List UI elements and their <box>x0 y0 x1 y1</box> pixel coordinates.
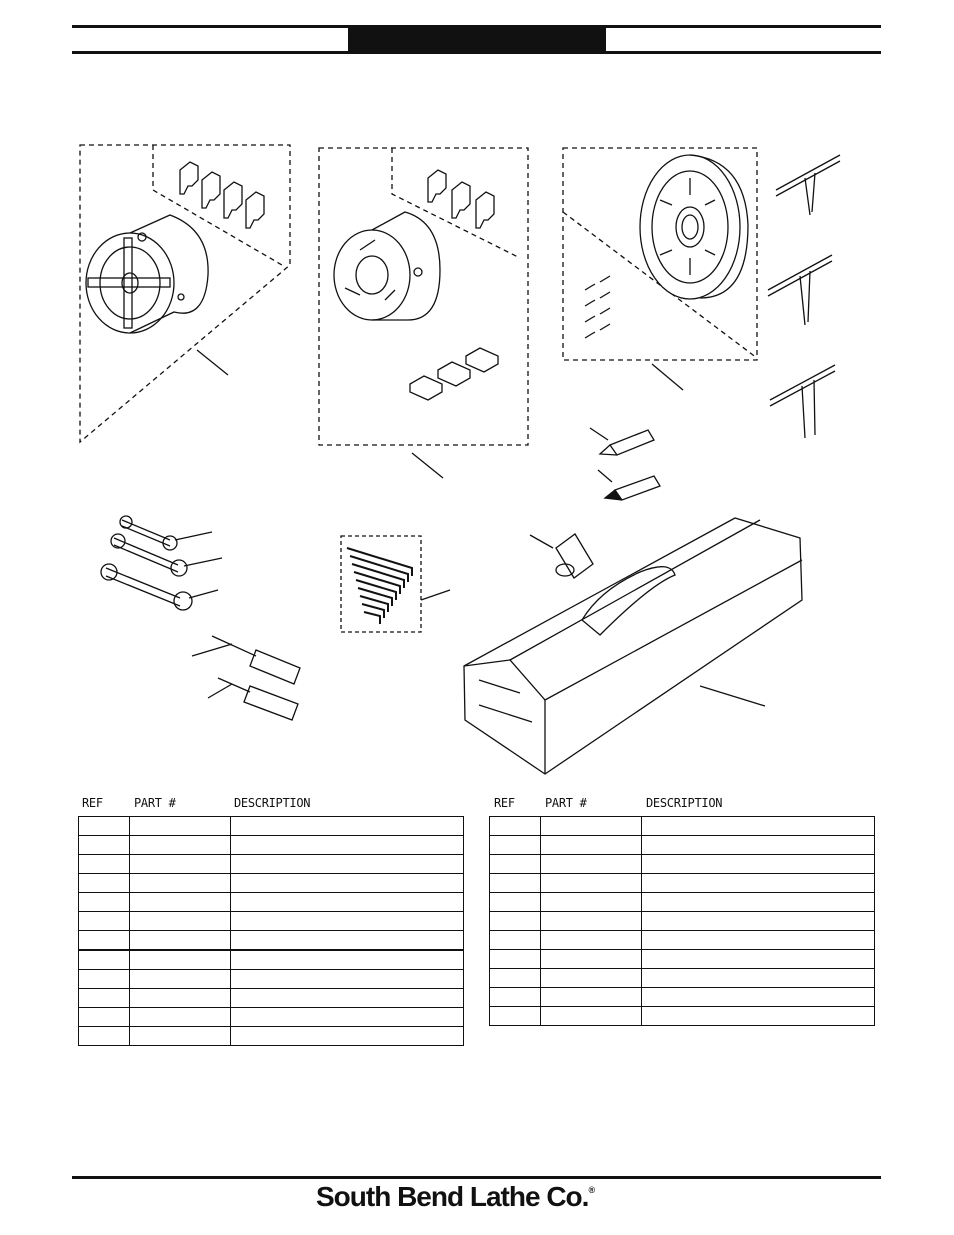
table-cell <box>541 893 642 912</box>
table-row <box>79 970 464 989</box>
table-row <box>490 912 875 931</box>
table-cell <box>79 950 130 970</box>
wrench-icons <box>101 516 222 610</box>
table-cell <box>541 1007 642 1026</box>
table-row <box>79 893 464 912</box>
table-row <box>79 836 464 855</box>
left-col-ref-header: REF <box>82 796 103 810</box>
table-row <box>490 950 875 969</box>
four-jaw-chuck-group <box>80 145 290 442</box>
table-row <box>490 836 875 855</box>
right-col-desc-header: DESCRIPTION <box>646 796 723 810</box>
table-cell <box>231 1008 464 1027</box>
table-cell <box>231 931 464 951</box>
table-cell <box>490 950 541 969</box>
faceplate-group <box>563 148 757 390</box>
table-cell <box>231 893 464 912</box>
table-row <box>490 969 875 988</box>
footer-rule <box>72 1176 881 1179</box>
table-cell <box>231 855 464 874</box>
table-cell <box>79 970 130 989</box>
table-cell <box>231 874 464 893</box>
faceplate-icon <box>640 155 748 299</box>
right-col-part-header: PART # <box>545 796 587 810</box>
table-cell <box>490 1007 541 1026</box>
screwdriver-icons <box>192 636 300 720</box>
table-cell <box>541 988 642 1007</box>
table-cell <box>79 893 130 912</box>
table-cell <box>642 874 875 893</box>
table-cell <box>231 912 464 931</box>
table-cell <box>490 836 541 855</box>
three-jaw-chuck-group <box>319 148 528 478</box>
table-cell <box>541 912 642 931</box>
table-cell <box>642 817 875 836</box>
table-row <box>490 855 875 874</box>
adapter-sleeve-icon <box>530 534 593 578</box>
table-cell <box>490 817 541 836</box>
table-cell <box>541 969 642 988</box>
table-cell <box>130 989 231 1008</box>
table-cell <box>231 970 464 989</box>
left-parts-table <box>78 816 464 1046</box>
left-col-part-header: PART # <box>134 796 176 810</box>
table-cell <box>130 893 231 912</box>
table-cell <box>490 988 541 1007</box>
three-jaw-set-top-icon <box>428 170 494 228</box>
table-cell <box>130 855 231 874</box>
table-cell <box>79 817 130 836</box>
dead-center-icons <box>590 428 660 500</box>
table-row <box>79 855 464 874</box>
brand-wordmark <box>316 1181 594 1213</box>
chuck-key-icons <box>768 155 840 438</box>
table-cell <box>79 836 130 855</box>
faceplate-studs-icon <box>585 276 610 338</box>
right-col-ref-header: REF <box>494 796 515 810</box>
table-row <box>79 817 464 836</box>
table-cell <box>130 874 231 893</box>
four-jaw-set-icon <box>180 162 264 228</box>
table-cell <box>541 874 642 893</box>
table-row <box>79 912 464 931</box>
table-cell <box>490 912 541 931</box>
table-cell <box>541 931 642 950</box>
table-row <box>490 817 875 836</box>
table-cell <box>79 931 130 951</box>
table-cell <box>130 912 231 931</box>
right-parts-table <box>489 816 875 1026</box>
table-row <box>490 874 875 893</box>
table-cell <box>79 989 130 1008</box>
table-cell <box>130 950 231 970</box>
table-cell <box>541 950 642 969</box>
four-jaw-chuck-icon <box>86 215 208 333</box>
table-cell <box>231 950 464 970</box>
left-col-desc-header: DESCRIPTION <box>234 796 311 810</box>
table-cell <box>231 836 464 855</box>
table-cell <box>541 817 642 836</box>
brand-name: South Bend Lathe Co. <box>316 1181 589 1212</box>
three-jaw-chuck-icon <box>334 212 440 320</box>
table-cell <box>541 836 642 855</box>
table-cell <box>642 1007 875 1026</box>
table-cell <box>231 817 464 836</box>
table-row <box>79 931 464 951</box>
table-cell <box>79 912 130 931</box>
table-cell <box>130 1008 231 1027</box>
table-cell <box>642 969 875 988</box>
table-cell <box>130 931 231 951</box>
table-cell <box>642 893 875 912</box>
toolbox-icon <box>464 518 802 774</box>
table-cell <box>130 1027 231 1046</box>
table-cell <box>642 950 875 969</box>
table-cell <box>231 989 464 1008</box>
three-jaw-set-bottom-icon <box>410 348 498 400</box>
table-row <box>79 874 464 893</box>
table-cell <box>490 874 541 893</box>
table-row <box>490 893 875 912</box>
table-cell <box>79 1008 130 1027</box>
table-cell <box>490 931 541 950</box>
table-cell <box>79 874 130 893</box>
table-cell <box>79 1027 130 1046</box>
table-cell <box>130 836 231 855</box>
registered-mark: ® <box>588 1185 595 1195</box>
hex-wrench-set-icon <box>341 536 450 632</box>
table-row <box>79 950 464 970</box>
table-cell <box>490 969 541 988</box>
table-row <box>490 1007 875 1026</box>
table-cell <box>130 817 231 836</box>
table-cell <box>642 988 875 1007</box>
table-cell <box>79 855 130 874</box>
table-row <box>79 1027 464 1046</box>
table-cell <box>490 855 541 874</box>
table-cell <box>642 912 875 931</box>
table-cell <box>541 855 642 874</box>
table-row <box>79 1008 464 1027</box>
table-cell <box>231 1027 464 1046</box>
table-cell <box>130 970 231 989</box>
table-cell <box>642 931 875 950</box>
table-cell <box>490 893 541 912</box>
table-cell <box>642 836 875 855</box>
table-cell <box>642 855 875 874</box>
table-row <box>79 989 464 1008</box>
table-row <box>490 988 875 1007</box>
table-row <box>490 931 875 950</box>
